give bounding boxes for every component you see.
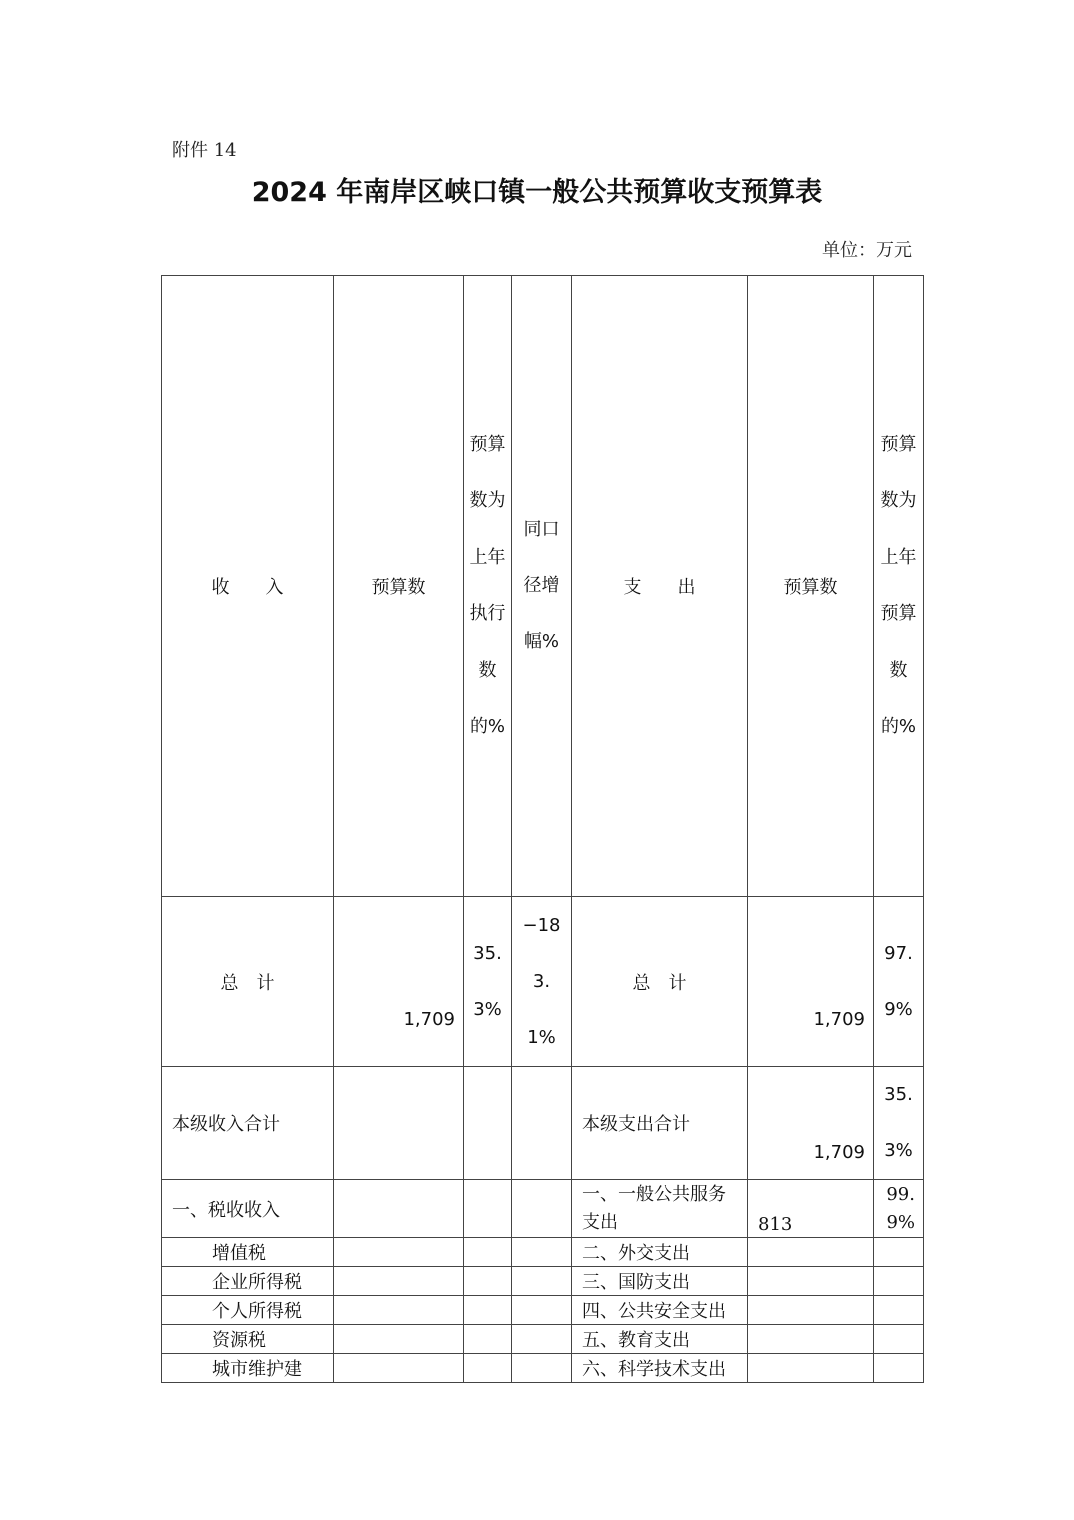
row-pct — [874, 1354, 924, 1383]
row-income-budget — [334, 1267, 464, 1296]
level-growth — [512, 1067, 572, 1180]
header-budget: 预算数 — [334, 276, 464, 897]
total-row — [162, 897, 924, 1067]
row-expense-budget — [748, 1238, 874, 1267]
row-income-label: 资源税 — [162, 1325, 334, 1354]
row-expense-label: 六、科学技术支出 — [572, 1354, 748, 1383]
row-expense-label: 五、教育支出 — [572, 1325, 748, 1354]
row-expense-budget: 813 — [748, 1180, 874, 1238]
row-income-label: 增值税 — [162, 1238, 334, 1267]
row-income-label: 城市维护建 — [162, 1354, 334, 1383]
total-expense-budget: 1,709 — [748, 897, 874, 1067]
row-growth — [512, 1267, 572, 1296]
row-pct — [874, 1267, 924, 1296]
row-growth — [512, 1325, 572, 1354]
row-pct-last-exec — [464, 1354, 512, 1383]
level-income-budget — [334, 1067, 464, 1180]
level-expense-label: 本级支出合计 — [572, 1067, 748, 1180]
level-income-label: 本级收入合计 — [162, 1067, 334, 1180]
attachment-label: 附件 14 — [172, 140, 237, 161]
total-growth-text: −183.1% — [522, 914, 561, 1048]
row-pct-last-exec — [464, 1296, 512, 1325]
total-expense-label: 总 计 — [572, 897, 748, 1067]
total-pct-last-exec — [464, 897, 512, 1067]
header-pct-last-budget — [874, 276, 924, 897]
header-expense: 支 出 — [572, 276, 748, 897]
row-income-label: 企业所得税 — [162, 1267, 334, 1296]
table-row — [162, 1354, 924, 1383]
header-pct-last-budget-text: 预算数为上年预算数的% — [880, 433, 917, 737]
row-expense-budget — [748, 1354, 874, 1383]
header-budget2: 预算数 — [748, 276, 874, 897]
row-pct-last-exec — [464, 1238, 512, 1267]
level-pct-last-exec — [464, 1067, 512, 1180]
table-row — [162, 1180, 924, 1238]
row-expense-label: 一、一般公共服务支出 — [572, 1180, 748, 1238]
row-pct — [874, 1325, 924, 1354]
row-income-budget — [334, 1325, 464, 1354]
table-row — [162, 1296, 924, 1325]
row-expense-label: 四、公共安全支出 — [572, 1296, 748, 1325]
row-pct — [874, 1238, 924, 1267]
total-income-label: 总 计 — [162, 897, 334, 1067]
header-row — [162, 276, 924, 897]
header-income: 收 入 — [162, 276, 334, 897]
row-income-budget — [334, 1180, 464, 1238]
total-pct-last-budget — [874, 897, 924, 1067]
page-title: 2024 年南岸区峡口镇一般公共预算收支预算表 — [251, 177, 823, 208]
row-income-label: 一、税收收入 — [162, 1180, 334, 1238]
row-growth — [512, 1180, 572, 1238]
row-pct-last-exec — [464, 1325, 512, 1354]
header-pct-last-exec — [464, 276, 512, 897]
row-expense-label: 二、外交支出 — [572, 1238, 748, 1267]
table-row — [162, 1238, 924, 1267]
row-expense-budget — [748, 1267, 874, 1296]
header-growth — [512, 276, 572, 897]
total-pct-last-exec-text: 35.3% — [473, 942, 502, 1020]
total-growth — [512, 897, 572, 1067]
row-growth — [512, 1296, 572, 1325]
level-expense-budget: 1,709 — [748, 1067, 874, 1180]
total-pct-last-budget-text: 97.9% — [884, 942, 913, 1020]
unit-label: 单位：万元 — [822, 240, 912, 261]
row-pct — [874, 1296, 924, 1325]
row-income-budget — [334, 1238, 464, 1267]
header-growth-text: 同口径增幅% — [523, 519, 560, 652]
row-expense-budget — [748, 1296, 874, 1325]
row-expense-budget — [748, 1325, 874, 1354]
level-pct-last-budget — [874, 1067, 924, 1180]
table-row — [162, 1325, 924, 1354]
row-pct: 99.9% — [874, 1180, 924, 1238]
row-income-budget — [334, 1296, 464, 1325]
row-expense-label: 三、国防支出 — [572, 1267, 748, 1296]
row-pct-last-exec — [464, 1267, 512, 1296]
row-income-label: 个人所得税 — [162, 1296, 334, 1325]
total-income-budget: 1,709 — [334, 897, 464, 1067]
row-pct-last-exec — [464, 1180, 512, 1238]
budget-table — [161, 275, 924, 1383]
header-pct-last-exec-text: 预算数为上年执行数的% — [469, 433, 506, 737]
row-growth — [512, 1354, 572, 1383]
level-row — [162, 1067, 924, 1180]
row-income-budget — [334, 1354, 464, 1383]
level-pct-last-budget-text: 35.3% — [884, 1084, 913, 1161]
row-growth — [512, 1238, 572, 1267]
table-row — [162, 1267, 924, 1296]
